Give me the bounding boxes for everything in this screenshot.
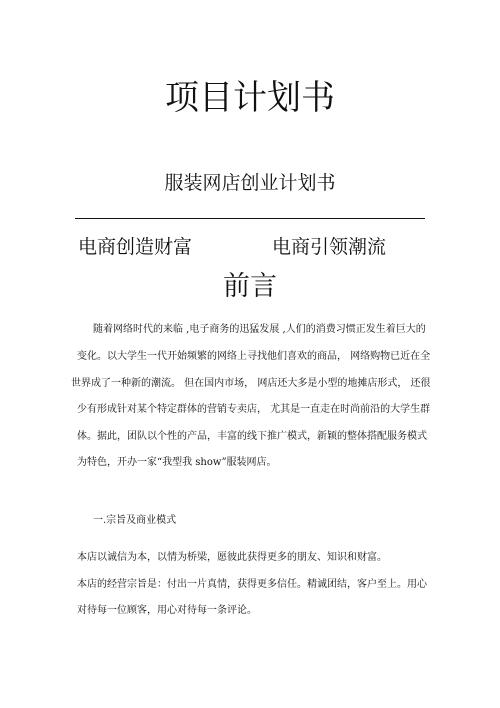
preface-line: 变化。以大学生一代开始频繁的网络上寻找他们喜欢的商品， 网络购物已近在全 (77, 351, 431, 362)
slogan-left: 电商创造财富 (78, 236, 193, 258)
document-subtitle: 服装网店创业计划书 (164, 172, 336, 194)
slogan-right: 电商引领潮流 (272, 236, 387, 258)
section-line: 对待每一位顾客，用心对待每一条评论。 (77, 605, 257, 616)
preface-line: 随着网络时代的来临 ,电子商务的迅猛发展 ,人们的消费习惯正发生着巨大的 (93, 324, 426, 335)
preface-line: 世界成了一种新的潮流。 但在国内市场， 网店还大多是小型的地摊店形式， 还很 (71, 378, 431, 389)
section-line: 本店以诚信为本，以情为桥梁，愿彼此获得更多的朋友、知识和财富。 (77, 552, 387, 563)
preface-line: 少有形成针对某个特定群体的营销专卖店， 尤其是一直走在时尚前沿的大学生群 (77, 404, 431, 415)
preface-line: 体。据此，团队以个性的产品，丰富的线下推广模式，新颖的整体搭配服务模式 (77, 431, 427, 442)
document-title: 项目计划书 (165, 78, 335, 118)
section-heading: 一.宗旨及商业模式 (93, 515, 177, 526)
preface-line: 为特色，开办一家“我型我 show”服装网店。 (77, 457, 277, 468)
preface-heading: 前言 (223, 271, 277, 302)
section-line: 本店的经营宗旨是：付出一片真情，获得更多信任。精诚团结，客户至上。用心 (77, 579, 427, 590)
divider-line (75, 218, 425, 219)
